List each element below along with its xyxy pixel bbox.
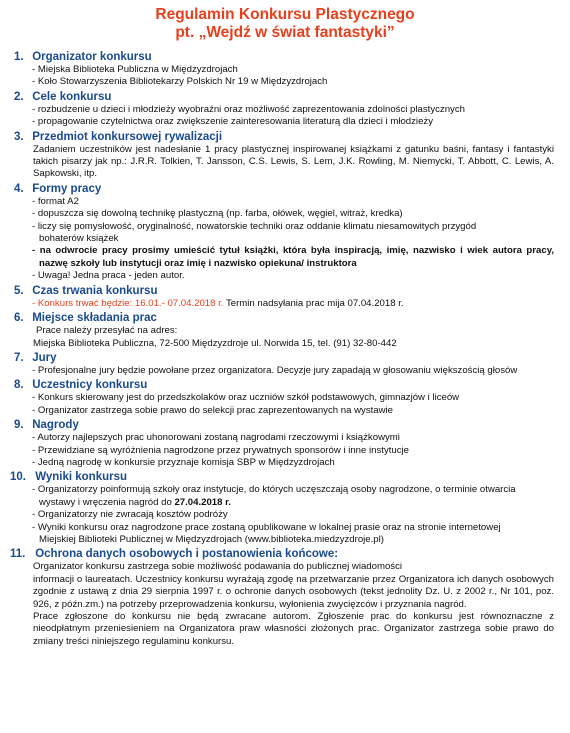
section-title: Jury	[32, 351, 57, 364]
duration-dates: - Konkurs trwać będzie: 16.01.- 07.04.2018 r.	[32, 297, 224, 309]
list-item: - Przewidziane są wyróżnienia nagrodzone przez prywatnych sponsorów i inne instytucje	[32, 444, 410, 456]
section-submission-place	[0, 311, 570, 350]
list-item: - Autorzy najlepszych prac uhonorowani zostaną nagrodami rzeczowymi i książkowymi	[32, 432, 400, 444]
list-item	[32, 484, 570, 509]
list-item: - rozbudzenie u dzieci i młodzieży wyobraźni oraz możliwość zaprezentowania zdolności plastycznych	[32, 103, 465, 115]
section-heading	[0, 547, 570, 561]
section-number: 6.	[14, 312, 24, 325]
list-item: - Koło Stowarzyszenia Bibliotekarzy Polskich Nr 19 w Międzyzdrojach	[32, 76, 328, 88]
document-title	[0, 6, 570, 42]
item-list	[0, 64, 570, 89]
section-organizer	[0, 50, 570, 89]
section-duration	[0, 284, 570, 310]
section-heading	[0, 470, 570, 484]
section-title: Cele konkursu	[32, 90, 112, 103]
section-number: 8.	[14, 379, 24, 392]
item-list	[0, 196, 570, 283]
item-list	[0, 298, 570, 310]
section-number: 3.	[14, 130, 24, 143]
item-list	[0, 104, 570, 129]
list-item-bold: - na odwrocie pracy prosimy umieścić tytuł książki, która była inspiracją, imię, nazwisko i wiek autora pracy, nazwę szkoły lub instytucji oraz imię i nazwisko opiekuna/ instruktora	[32, 245, 554, 269]
section-title: Wyniki konkursu	[35, 471, 128, 484]
section-title: Miejsce składania prac	[32, 312, 157, 325]
results-date: 27.04.2018 r.	[174, 496, 232, 508]
address-line: Miejska Biblioteka Publiczna, 72-500 Międzyzdroje ul. Norwida 15, tel. (91) 32-80-442	[33, 337, 397, 349]
results-text: - Organizatorzy poinformują szkoły oraz instytucje, do których uczęszczają osoby nagrodzone, o terminie otwarcia wystawy i wręczenia nagród do	[32, 484, 516, 508]
section-heading	[0, 351, 570, 365]
list-item: - Miejska Biblioteka Publiczna w Międzyzdrojach	[32, 64, 238, 75]
section-heading	[0, 50, 570, 64]
section-title: Formy pracy	[32, 182, 102, 195]
section-title: Uczestnicy konkursu	[32, 379, 148, 392]
list-item	[32, 298, 570, 310]
section-number: 5.	[14, 284, 24, 297]
section-results	[0, 470, 570, 546]
section-heading	[0, 418, 570, 432]
list-item: - Organizator zastrzega sobie prawo do selekcji prac zaprezentowanych na wystawie	[32, 404, 394, 416]
section-data-protection	[0, 547, 570, 648]
section-title: Ochrona danych osobowych i postanowienia końcowe:	[35, 548, 339, 561]
section-heading	[0, 182, 570, 196]
section-jury	[0, 351, 570, 377]
paragraph-1: informacji o laureatach. Uczestnicy konkursu wyrażają zgodę na przetwarzanie przez Organizatora ich danych osobowych zgodnie z ustawą z dnia 29 sierpnia 1997 r. o ochronie danych osobowych (tekst jednolity Dz. U. z 2002 r., Nr 101, poz. 926, z późn.zm.) na potrzeby przeprowadzenia konkursu, wyłonienia zwycięzców i przyznania nagród.	[33, 573, 554, 610]
paragraph-2: Prace zgłoszone do konkursu nie będą zwracane autorom. Zgłoszenie prac do konkursu jest równoznaczne z nieodpłatnym przeniesieniem na Organizatora praw własności złożonych prac. Organizator zastrzega sobie prawo do zmiany treści niniejszego regulaminu konkursu.	[33, 611, 554, 647]
list-item: - Konkurs skierowany jest do przedszkolaków oraz uczniów szkół podstawowych, gimnazjów i liceów	[32, 392, 460, 404]
section-prizes	[0, 418, 570, 469]
address-intro: Prace należy przesyłać na adres:	[36, 325, 178, 337]
section-heading	[0, 90, 570, 104]
item-list	[0, 392, 570, 417]
list-item: - Profesjonalne jury będzie powołane przez organizatora. Decyzje jury zapadają w głosowaniu większością głosów	[32, 364, 518, 376]
section-number: 1.	[14, 51, 24, 63]
section-heading	[0, 311, 570, 325]
section-goals	[0, 90, 570, 129]
section-title: Przedmiot konkursowej rywalizacji	[32, 130, 223, 143]
title-line-2: pt. „Wejdź w świat fantastyki”	[175, 24, 395, 41]
list-item: - Jedną nagrodę w konkursie przyznaje komisja SBP w Międzyzdrojach	[32, 456, 335, 468]
paragraph-1-lead: Organizator konkursu zastrzega sobie możliwość podawania do publicznej wiadomości	[33, 561, 403, 573]
list-item: - format A2	[32, 195, 79, 207]
section-number: 7.	[14, 351, 24, 364]
item-list	[0, 432, 570, 469]
section-number: 2.	[14, 90, 24, 103]
item-list	[0, 484, 570, 546]
section-number: 11.	[10, 548, 26, 561]
title-line-1: Regulamin Konkursu Plastycznego	[155, 6, 415, 23]
section-heading	[0, 284, 570, 298]
section-participants	[0, 378, 570, 417]
section-number: 9.	[14, 419, 24, 432]
section-number: 4.	[14, 182, 24, 195]
section-forms	[0, 182, 570, 283]
section-number: 10.	[10, 471, 26, 484]
section-subject	[0, 130, 570, 181]
section-title: Organizator konkursu	[32, 51, 152, 63]
list-item: - Organizatorzy nie zwracają kosztów podróży	[32, 509, 228, 521]
list-item: - Uwaga! Jedna praca - jeden autor.	[32, 270, 185, 282]
section-heading	[0, 378, 570, 392]
item-list	[0, 365, 570, 377]
list-item: - propagowanie czytelnictwa oraz zwiększenie zainteresowania literaturą dla dzieci i młodzieży	[32, 116, 433, 128]
section-title: Nagrody	[32, 419, 79, 432]
list-item: - Wyniki konkursu oraz nagrodzone prace zostaną opublikowane w lokalnej prasie oraz na stronie internetowej Miejskiej Biblioteki Publicznej w Międzyzdrojach (www.biblioteka.miedzyzdroje.pl)	[32, 521, 501, 545]
section-heading	[0, 130, 570, 144]
deadline-text: Termin nadsyłania prac mija 07.04.2018 r.	[223, 297, 404, 309]
section-title: Czas trwania konkursu	[32, 284, 158, 297]
section-text: Zadaniem uczestników jest nadesłanie 1 pracy plastycznej inspirowanej książkami z gatunku baśni, fantasy i fantastyki takich pisarzy jak np.: J.R.R. Tolkien, T. Jansson, C.S. Lewis, S. Lem, J.K. Rowling, M. Niemycki, T. Abbott, C. Lewis, A. Sapkowski, itp.	[33, 143, 554, 180]
list-item: - dopuszcza się dowolną technikę plastyczną (np. farba, ołówek, węgiel, witraż, kredka)	[32, 208, 403, 220]
list-item: - liczy się pomysłowość, oryginalność, nowatorskie techniki oraz oddanie klimatu niesamowitych przygód bohaterów książek	[32, 220, 477, 245]
